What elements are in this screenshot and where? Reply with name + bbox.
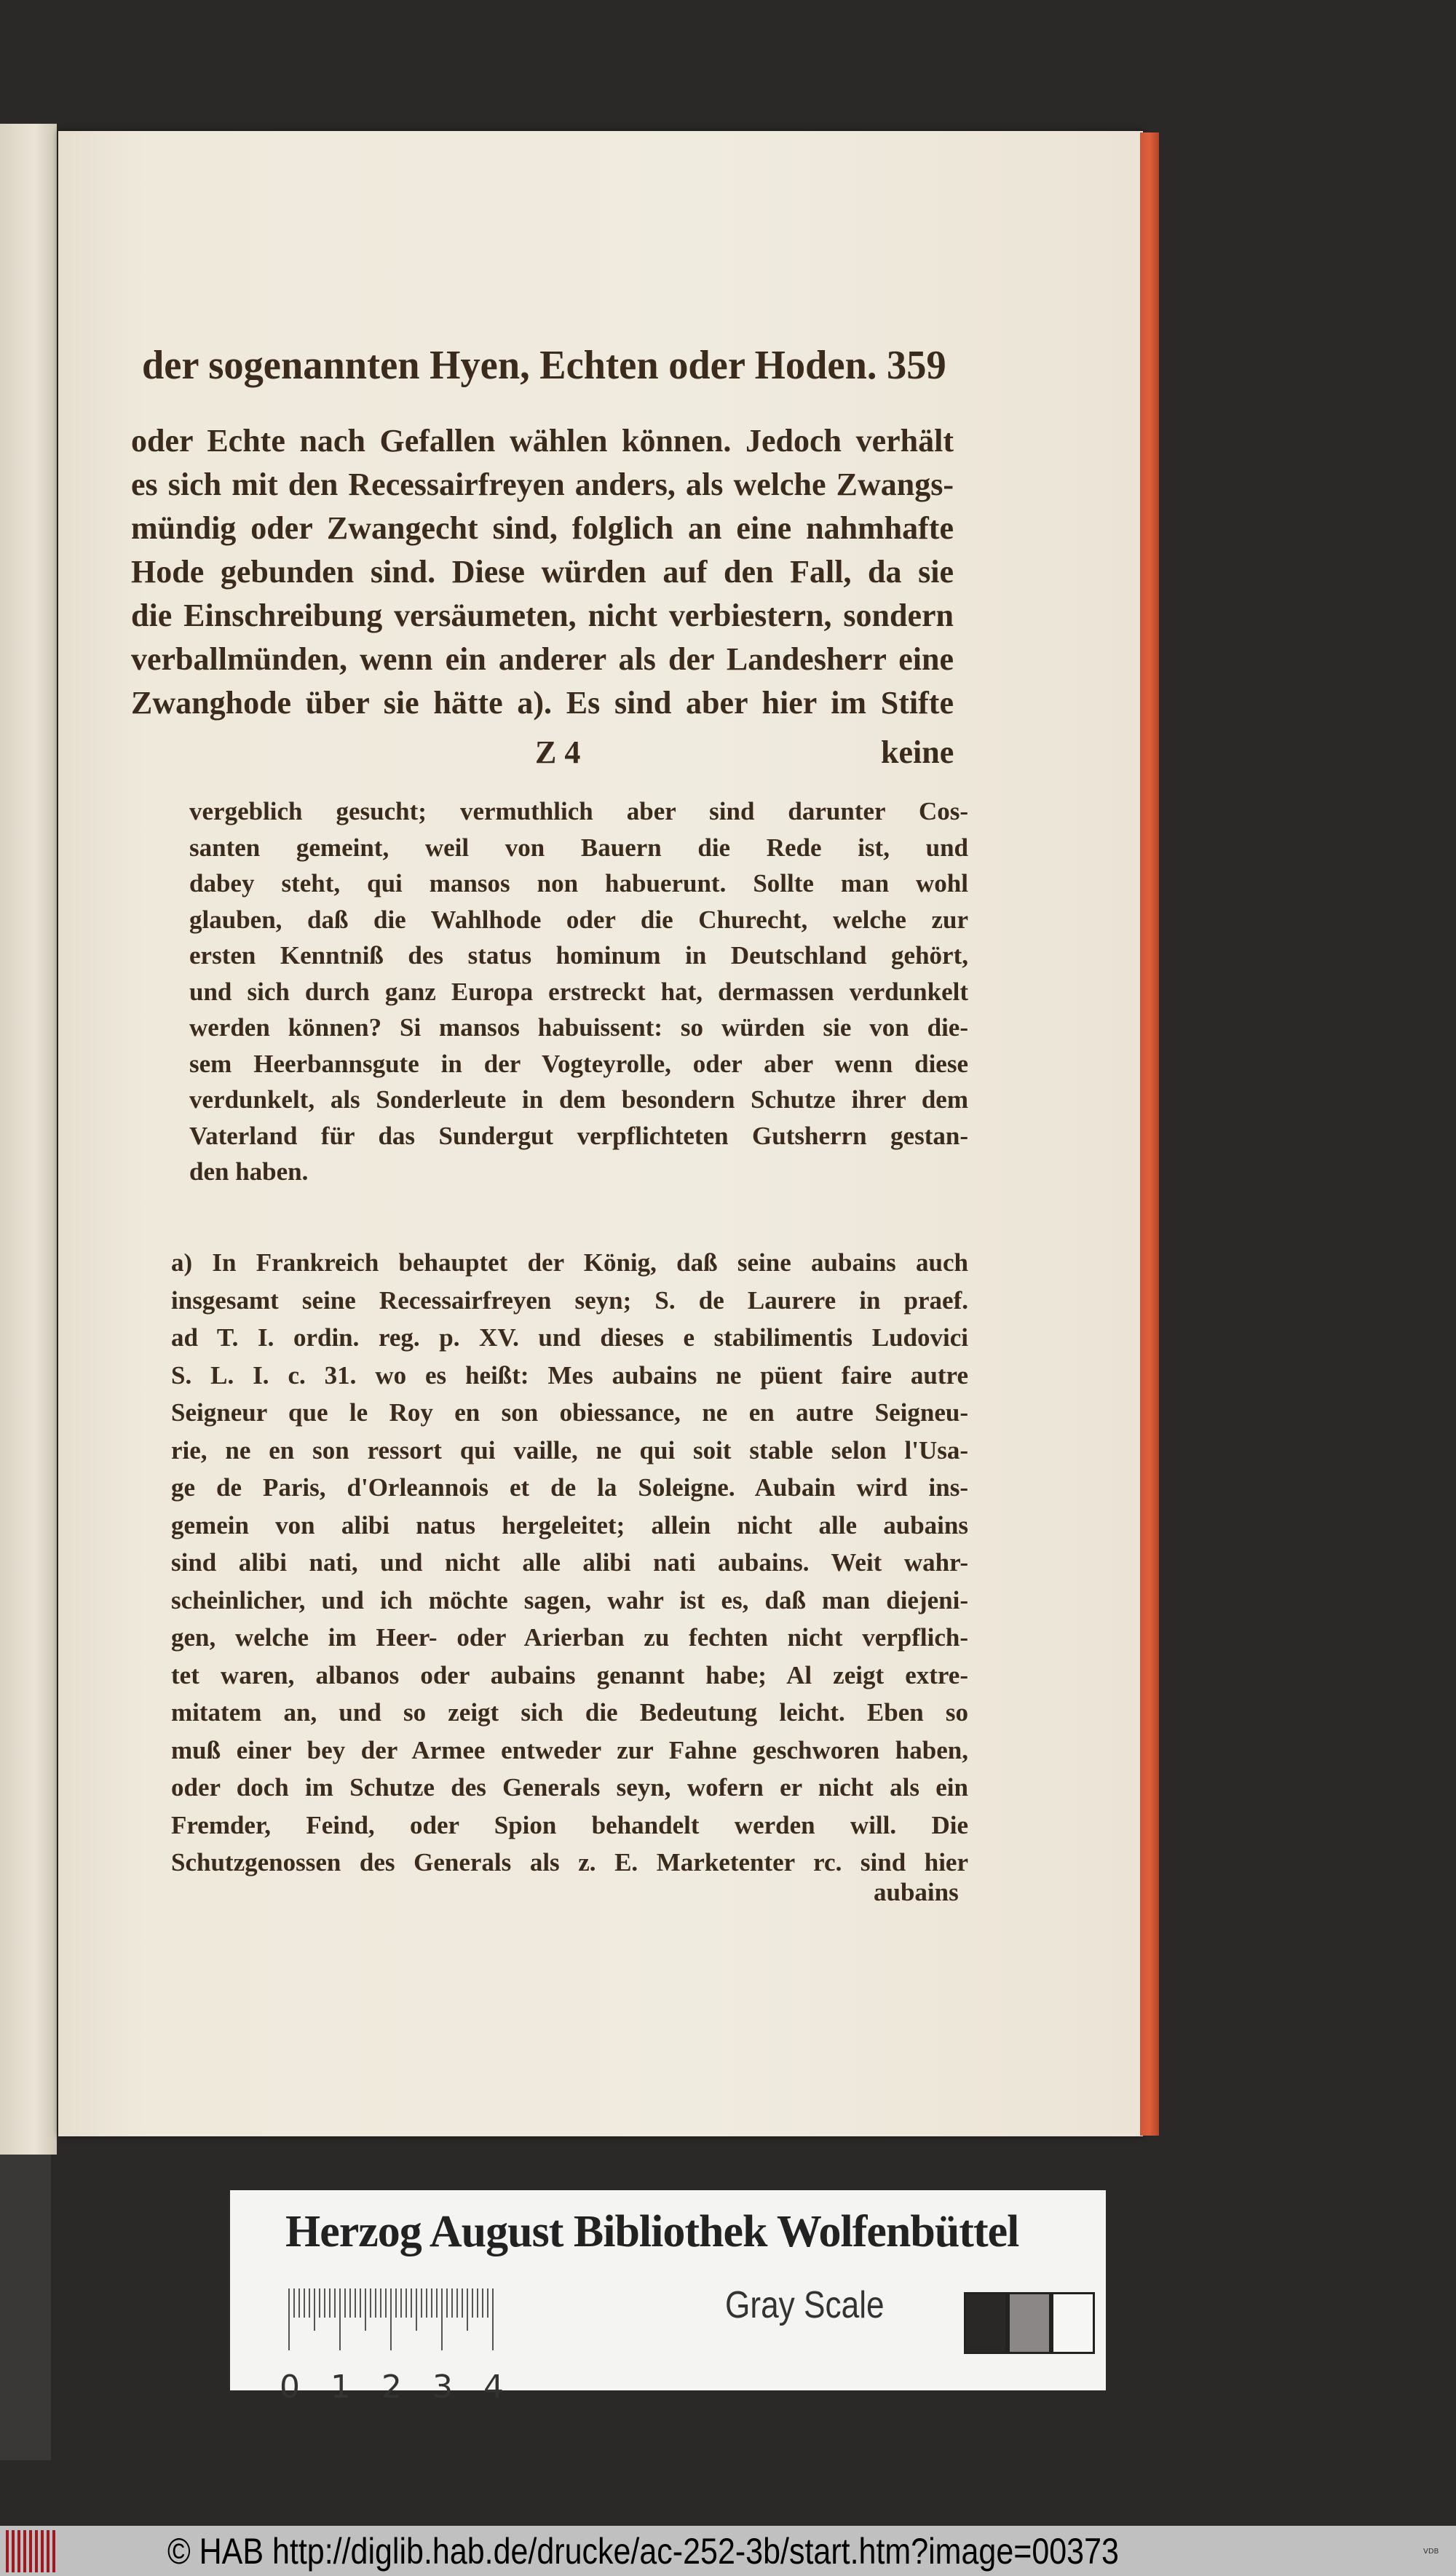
ruler-tick: [370, 2288, 371, 2318]
ruler-tick: [400, 2288, 402, 2318]
footnote-a-line: muß einer bey der Armee entweder zur Fahne geschworen haben,: [171, 1735, 968, 1764]
ruler-tick: [395, 2288, 397, 2318]
footnote-line: vergeblich gesucht; vermuthlich aber sind darunter Cos-: [189, 797, 968, 825]
footnote-a-line: oder doch im Schutze des Generals seyn, wofern er nicht als ein: [171, 1773, 968, 1802]
main-text-line: verballmünden, wenn ein anderer als der Landesherr eine: [131, 641, 954, 677]
ruler-number: 2: [381, 2369, 402, 2406]
ruler-number: 1: [331, 2369, 351, 2406]
footer-mini-text: VDB: [1423, 2548, 1439, 2556]
ruler-tick: [319, 2288, 320, 2318]
signature-mark: Z 4: [535, 734, 581, 770]
main-text-line: Hode gebunden sind. Diese würden auf den Fall, da sie: [131, 554, 954, 590]
page-number: 359: [887, 343, 946, 388]
gray-swatch: [1051, 2292, 1095, 2354]
footnote-line: den haben.: [189, 1157, 309, 1186]
ruler-tick: [431, 2288, 432, 2318]
footnote-line: und sich durch ganz Europa erstreckt hat, dermassen verdunkelt: [189, 977, 968, 1006]
ruler-tick: [339, 2288, 341, 2350]
ruler-number: 3: [432, 2369, 453, 2406]
footer-bar: [0, 2526, 1456, 2576]
ruler-tick: [324, 2288, 325, 2318]
main-text-line: die Einschreibung versäumeten, nicht verbiestern, sondern: [131, 598, 954, 633]
ruler-tick: [349, 2288, 351, 2318]
ruler-tick: [360, 2288, 361, 2318]
footnote-line: dabey steht, qui mansos non habuerunt. Sollte man wohl: [189, 869, 968, 897]
ruler-tick: [492, 2288, 494, 2350]
footnote-a-line: Schutzgenossen des Generals als z. E. Marketenter rc. sind hier: [171, 1848, 968, 1876]
footnote-line: verdunkelt, als Sonderleute in dem besondern Schutze ihrer dem: [189, 1085, 968, 1114]
ruler-tick: [482, 2288, 483, 2318]
catchword: keine: [881, 734, 954, 770]
ruler-tick: [293, 2288, 295, 2318]
ruler-tick: [329, 2288, 331, 2318]
ruler-number: 0: [280, 2369, 300, 2406]
red-page-edge: [1140, 132, 1159, 2136]
gray-scale-label: Gray Scale: [725, 2284, 885, 2326]
ruler-tick: [436, 2288, 438, 2318]
footnote-a-line: insgesamt seine Recessairfreyen seyn; S. de Laurere in praef.: [171, 1285, 968, 1315]
footnote-a-line: S. L. I. c. 31. wo es heißt: Mes aubains ne püent faire autre: [171, 1360, 968, 1390]
footer-url[interactable]: © HAB http://diglib.hab.de/drucke/ac-252-3b/start.htm?image=00373: [167, 2531, 1119, 2572]
color-card: [230, 2190, 1106, 2406]
ruler-tick: [467, 2288, 468, 2331]
ruler-tick: [365, 2288, 366, 2331]
ruler-tick: [456, 2288, 458, 2318]
footnote-a-line: ge de Paris, d'Orleannois et de la Soleigne. Aubain wird ins-: [171, 1473, 968, 1502]
footnote-line: werden können? Si mansos habuissent: so würden sie von die-: [189, 1013, 968, 1042]
running-head-text: der sogenannten Hyen, Echten oder Hoden.: [142, 343, 877, 388]
ruler-tick: [462, 2288, 463, 2318]
footnote-a-line: scheinlicher, und ich möchte sagen, wahr ist es, daß man diejeni-: [171, 1585, 968, 1614]
footnote-a-line: Fremder, Feind, oder Spion behandelt werden will. Die: [171, 1810, 968, 1839]
ruler-tick: [314, 2288, 315, 2331]
ruler-tick: [441, 2288, 443, 2350]
main-text-line: Zwanghode über sie hätte a). Es sind aber hier im Stifte: [131, 685, 954, 721]
ruler-tick: [446, 2288, 448, 2318]
ruler-tick: [411, 2288, 412, 2318]
ruler-tick: [451, 2288, 453, 2318]
footnote-a-line: tet waren, albanos oder aubains genannt habe; Al zeigt extre-: [171, 1660, 968, 1689]
ruler-tick: [421, 2288, 422, 2318]
footnote-a-line: ad T. I. ordin. reg. p. XV. und dieses e stabilimentis Ludovici: [171, 1323, 968, 1352]
ruler-tick: [390, 2288, 392, 2350]
footnote-line: ersten Kenntniß des status hominum in Deutschland gehört,: [189, 941, 968, 970]
ruler-tick: [380, 2288, 381, 2318]
footnote-catchword: aubains: [874, 1878, 959, 1906]
ruler-tick: [477, 2288, 478, 2318]
ruler-tick: [375, 2288, 376, 2318]
ruler: [280, 2288, 521, 2406]
main-text-line: mündig oder Zwangecht sind, folglich an eine nahmhafte: [131, 510, 954, 546]
card-title: Herzog August Bibliothek Wolfenbüttel: [285, 2207, 1019, 2256]
ruler-tick: [309, 2288, 310, 2318]
footnote-a-line: sind alibi nati, und nicht alle alibi nati aubains. Weit wahr-: [171, 1548, 968, 1577]
footnote-a-line: Seigneur que le Roy en son obiessance, ne en autre Seigneu-: [171, 1398, 968, 1427]
ruler-tick: [405, 2288, 407, 2318]
ruler-tick: [426, 2288, 427, 2318]
ruler-tick: [298, 2288, 300, 2318]
footnote-line: Vaterland für das Sundergut verpflichteten Gutsherrn gestan-: [189, 1121, 968, 1150]
ruler-tick: [304, 2288, 305, 2318]
ruler-tick: [416, 2288, 417, 2331]
running-head: [142, 342, 946, 389]
ruler-number: 4: [483, 2369, 504, 2406]
ruler-tick: [334, 2288, 336, 2318]
ruler-tick: [355, 2288, 356, 2318]
adjacent-page-shadow: [0, 2155, 51, 2460]
footnote-a-line: rie, ne en son ressort qui vaille, ne qui soit stable selon l'Usa-: [171, 1435, 968, 1465]
ruler-tick: [344, 2288, 346, 2318]
footnote-line: santen gemeint, weil von Bauern die Rede ist, und: [189, 833, 968, 862]
gray-swatch: [1008, 2292, 1051, 2354]
footnote-a-line: gen, welche im Heer- oder Arierban zu fechten nicht verpflich-: [171, 1623, 968, 1652]
adjacent-page-edge: [0, 124, 57, 2155]
footnote-line: glauben, daß die Wahlhode oder die Churecht, welche zur: [189, 905, 968, 934]
footnote-a-line: a) In Frankreich behauptet der König, daß seine aubains auch: [171, 1248, 968, 1277]
ruler-tick: [385, 2288, 387, 2318]
ruler-tick: [288, 2288, 290, 2350]
hab-logo-icon: [6, 2530, 58, 2572]
ruler-tick: [472, 2288, 473, 2318]
ruler-tick: [487, 2288, 488, 2318]
footnote-a-line: mitatem an, und so zeigt sich die Bedeutung leicht. Eben so: [171, 1698, 968, 1727]
footnote-a-line: gemein von alibi natus hergeleitet; allein nicht alle aubains: [171, 1510, 968, 1539]
main-text-line: es sich mit den Recessairfreyen anders, als welche Zwangs-: [131, 467, 954, 502]
footnote-line: sem Heerbannsgute in der Vogteyrolle, oder aber wenn diese: [189, 1049, 968, 1078]
gray-swatch: [964, 2292, 1008, 2354]
main-text-line: oder Echte nach Gefallen wählen können. Jedoch verhält: [131, 423, 954, 459]
